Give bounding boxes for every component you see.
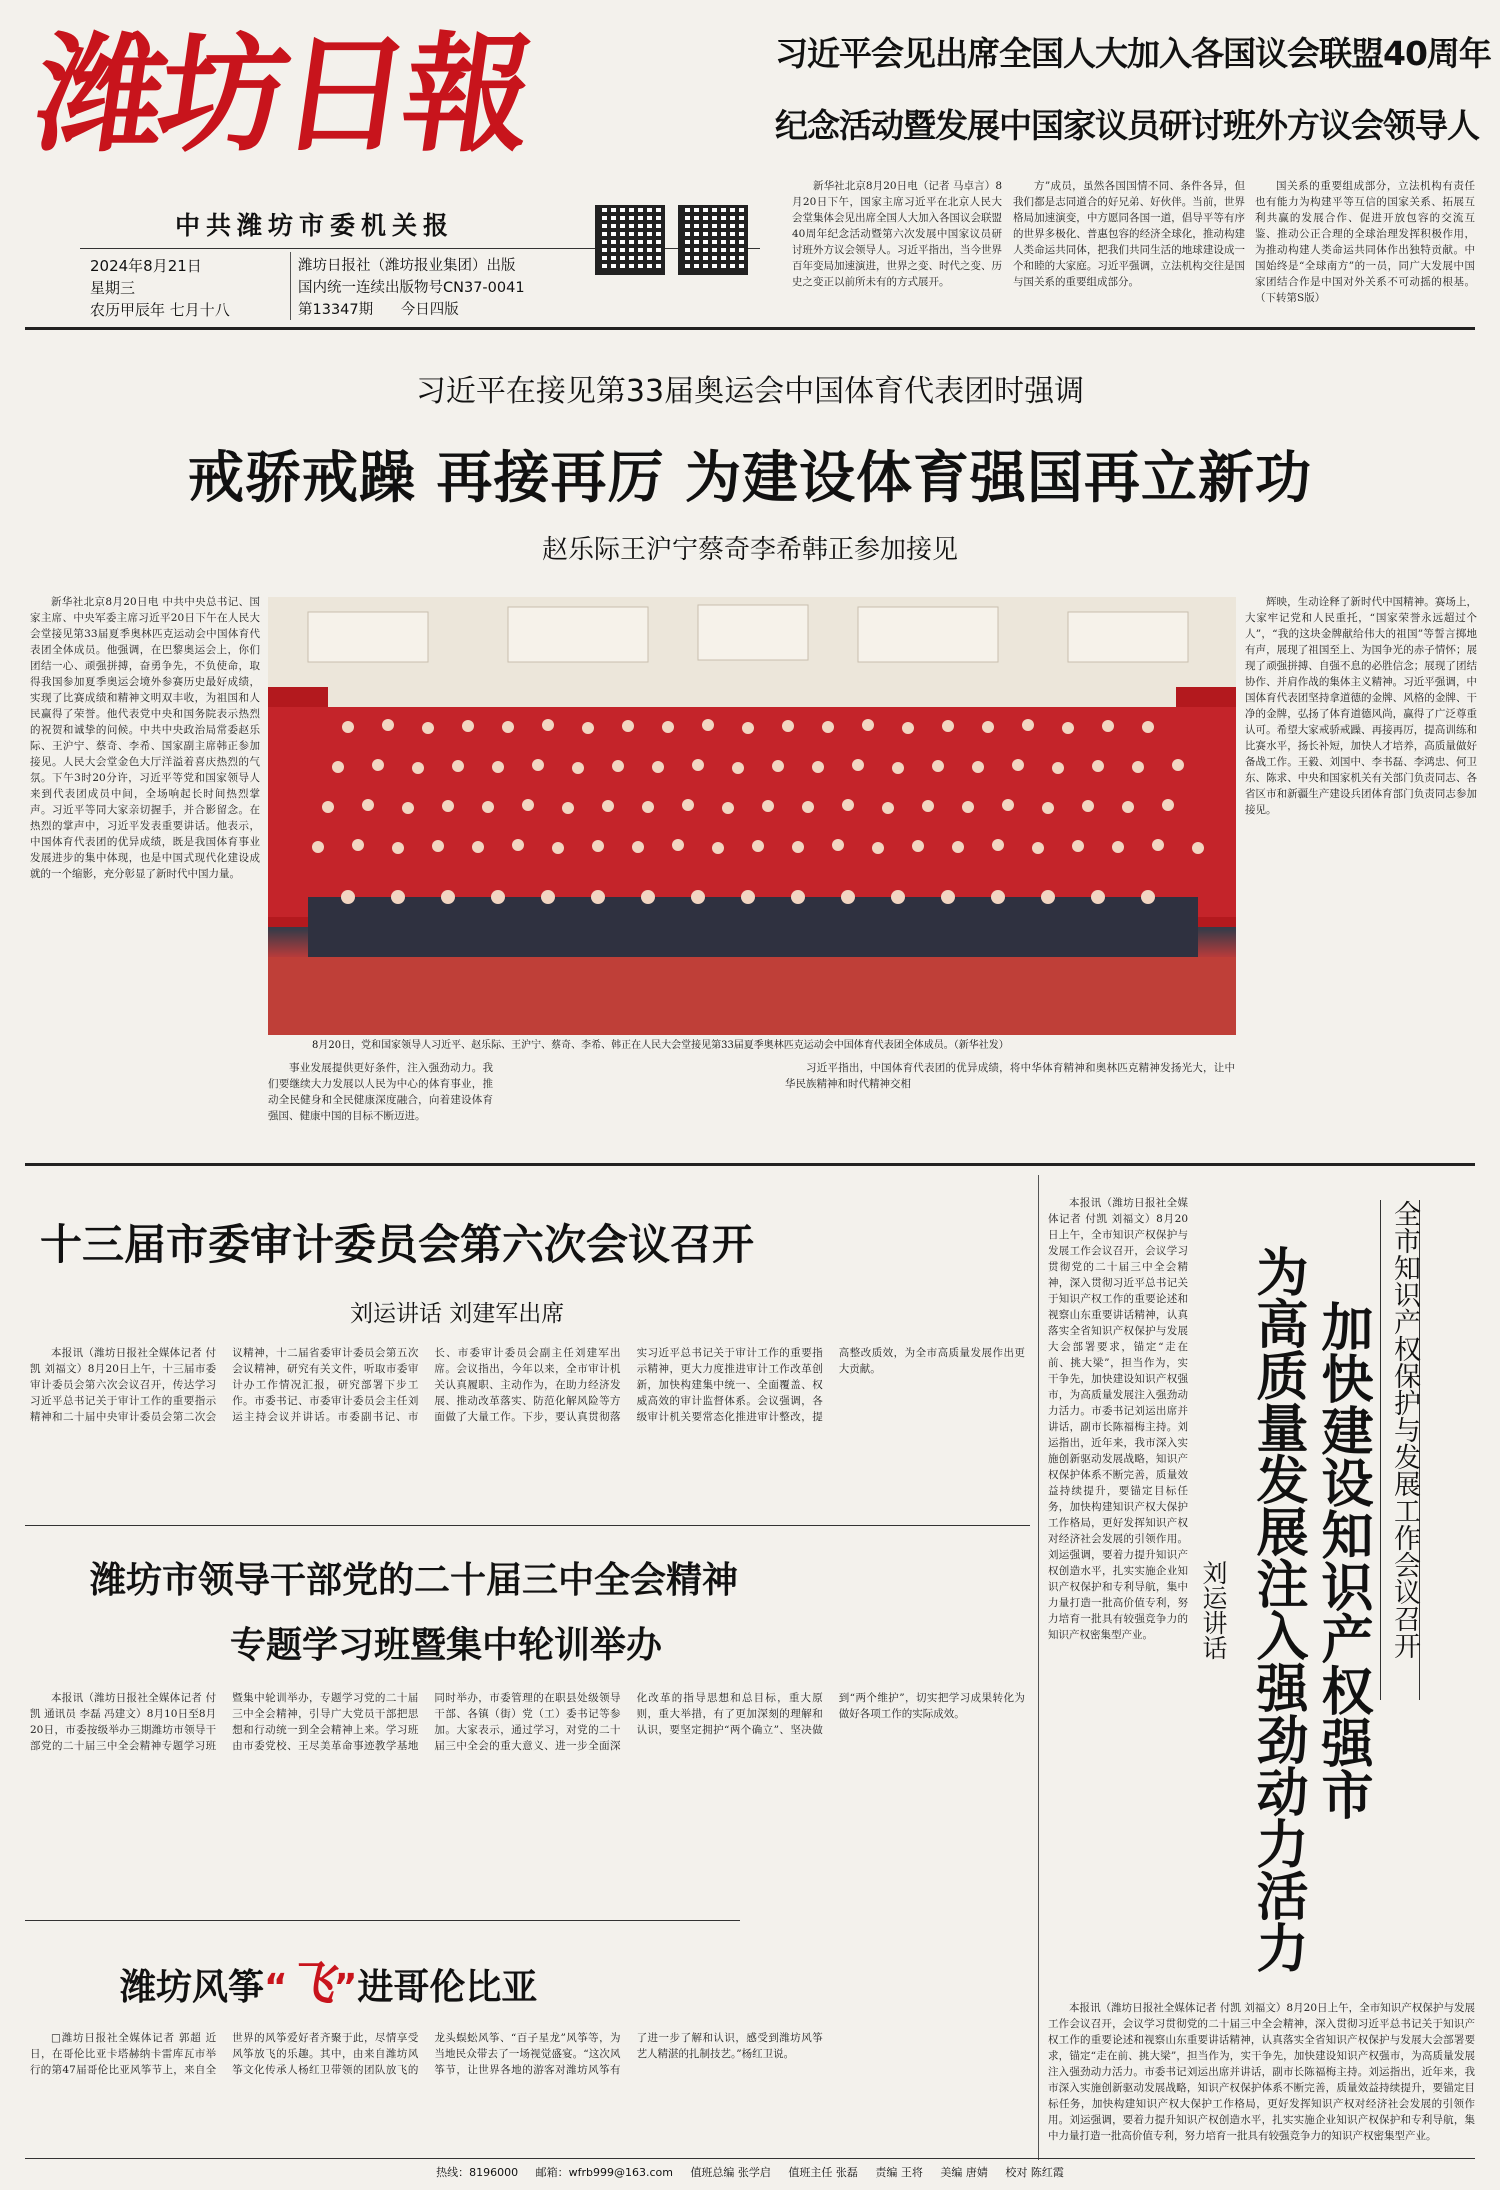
lead-left-column: 新华社北京8月20日电 中共中央总书记、国家主席、中央军委主席习近平20日下午在人民大会堂接见第33届夏季奥林匹克运动会中国体育代表团全体成员。他强调，在巴黎奥运会上，你们团结一心、顽强拼搏，奋勇争先，不负使命，取得我国参加夏季奥运会境外参赛历史最好成绩，实现了比赛成绩和精神文明双丰收，为祖国和人民赢得了荣誉。他代表党中央和国务院表示热烈的祝贺和诚挚的问候。中共中央政治局常委赵乐际、王沪宁、蔡奇、李希、国家副主席韩正参加接见。人民大会堂金色大厅洋溢着喜庆热烈的气氛。下午3时20分许，习近平等党和国家领导人来到代表团成员中间，全场响起长时间热烈掌声。习近平等同大家亲切握手，并合影留念。在热烈的掌声中，习近平发表重要讲话。他表示，中国体育代表团的优异成绩，既是我国体育事业发展进步的集中体现，也是中国式现代化建设成就的一个缩影，充分彰显了新时代中国力量。 — [30, 596, 260, 880]
footer-rule — [25, 2158, 1475, 2159]
footer-chief-editor: 值班总编 张学启 — [690, 2166, 771, 2179]
audit-body: 本报讯（潍坊日报社全媒体记者 付凯 刘福文）8月20日上午，十三届市委审计委员会第六次会议召开，传达学习习近平总书记关于审计工作的重要指示精神和二十届中央审计委员会第二次会议精神，十二届省委审计委员会第五次会议精神，研究有关文件，听取市委审计办工作情况汇报，研究部署下步工作。市委书记、市委审计委员会主任刘运主持会议并讲话。市委副书记、市长、市委审计委员会副主任刘建军出席。会议指出，今年以来，全市审计机关认真履职、主动作为，在助力经济发展、推动改革落实、防范化解风险等方面做了大量工作。下步，要认真贯彻落实习近平总书记关于审计工作的重要指示精神，更大力度推进审计工作改革创新，加快构建集中统一、全面覆盖、权威高效的审计监督体系。会议强调，各级审计机关要常态化推进审计整改，提高整改质效，为全市高质量发展作出更大贡献。 — [30, 1347, 1025, 1423]
footer-director: 值班主任 张磊 — [788, 2166, 858, 2179]
date-divider — [290, 252, 291, 320]
lead-bottom-col1: 事业发展提供更好条件，注入强劲动力。我们要继续大力发展以人民为中心的体育事业，推动全民健身和全民健康深度融合，向着建设体育强国、健康中国的目标不断迈进。 — [268, 1062, 493, 1122]
top-story-col1: 新华社北京8月20日电（记者 马卓言）8月20日下午，国家主席习近平在北京人民大会堂集体会见出席全国人大加入各国议会联盟40周年纪念活动暨第六次发展中国家议员研讨班外方议会领导人。习近平指出，当今世界百年变局加速演进，世界之变、时代之变、历史之变正以前所未有的方式展开。 — [792, 180, 1002, 288]
study-headline-line2[interactable]: 专题学习班暨集中轮训举办 — [230, 1624, 663, 1666]
lead-right-column: 辉映，生动诠释了新时代中国精神。赛场上，大家牢记党和人民重托，“国家荣誉永远超过个人”，“我的这块金牌献给伟大的祖国”等誓言掷地有声，展现了祖国至上、为国争光的赤子情怀；展现了顽强拼搏、自强不息的必胜信念；展现了团结协作、并肩作战的集体主义精神。习近平强调，中国体育代表团坚持拿道德的金牌、风格的金牌、干净的金牌，弘扬了体育道德风尚，赢得了广泛尊重认可。希望大家戒骄戒躁、再接再厉，提高训练和比赛水平，扬长补短，加快人才培养，高质量做好备战工作。王毅、刘国中、李书磊、李鸿忠、何卫东、陈求、中央和国家机关有关部门负责同志、各省区市和新疆生产建设兵团体育部门负责同志参加接见。 — [1245, 596, 1477, 816]
ip-byline: 刘运讲话 — [1199, 1560, 1228, 1660]
team-group-photo[interactable] — [268, 597, 1236, 1035]
kite-headline-quote-close: ” — [333, 1967, 358, 2008]
column-divider-right — [1038, 1175, 1039, 2160]
study-headline-line1[interactable]: 潍坊市领导干部党的二十届三中全会精神 — [90, 1559, 739, 1601]
footer-hotline: 热线：8196000 — [436, 2166, 519, 2179]
date-block — [90, 255, 230, 321]
footer-proofreader: 校对 陈红霞 — [1005, 2166, 1064, 2179]
section-rule-2 — [25, 1163, 1475, 1166]
top-story-col3: 国关系的重要组成部分，立法机构有责任也有能力为构建平等互信的国家关系、拓展互利共赢的发展合作、促进开放包容的交流互鉴、推动公正合理的全球治理发挥积极作用，为推动构建人类命运共同体作出独特贡献。中国始终是“全球南方”的一员，同广大发展中国家团结合作是中国对外关系不可动摇的根基。（下转第S版） — [1255, 180, 1475, 304]
masthead-organ: 中共潍坊市委机关报 — [175, 211, 455, 240]
lead-kicker[interactable]: 习近平在接见第33届奥运会中国体育代表团时强调 — [415, 374, 1085, 409]
audit-headline[interactable]: 十三届市委审计委员会第六次会议召开 — [40, 1220, 755, 1269]
photo-caption: 8月20日，党和国家领导人习近平、赵乐际、王沪宁、蔡奇、李希、韩正在人民大会堂接见第33届夏季奥林匹克运动会中国体育代表团全体成员。（新华社发） — [312, 1040, 1009, 1051]
publisher: 潍坊日报社（潍坊报业集团）出版 — [298, 258, 516, 274]
qr-code-2[interactable] — [678, 205, 748, 275]
audit-deck: 刘运讲话 刘建军出席 — [350, 1301, 565, 1327]
section-rule-3 — [25, 1525, 1030, 1526]
kite-headline-quote-open: “ — [264, 1967, 288, 2008]
kite-headline-prefix: 潍坊风筝 — [120, 1967, 265, 2008]
qr-code-1[interactable] — [595, 205, 665, 275]
issue-number: 第13347期 — [298, 302, 374, 318]
footer-designer: 美编 唐婧 — [940, 2166, 988, 2179]
footer-email[interactable]: 邮箱：wfrb999@163.com — [535, 2166, 673, 2179]
kite-headline[interactable] — [120, 1955, 537, 2016]
ip-headline-line1[interactable]: 加快建设知识产权强市 — [1312, 1300, 1373, 1820]
publication-block — [298, 255, 525, 321]
lead-bottom-col2: 习近平指出，中国体育代表团的优异成绩，将中华体育精神和奥林匹克精神发扬光大，让中华民族精神和时代精神交相 — [785, 1062, 1235, 1090]
ip-body-col1: 本报讯（潍坊日报社全媒体记者 付凯 刘福文）8月20日上午，全市知识产权保护与发展工作会议召开，会议学习贯彻党的二十届三中全会精神，深入贯彻习近平总书记关于知识产权工作的重要论述和视察山东重要讲话精神，认真落实全省知识产权保护与发展大会部署要求，锚定“走在前、挑大梁”，担当作为，实干争先，加快建设知识产权强市，为高质量发展注入强劲动力活力。市委书记刘运出席并讲话，副市长陈福梅主持。刘运指出，近年来，我市深入实施创新驱动发展战略，知识产权保护体系不断完善，质量效益持续提升，要锚定目标任务，加快构建知识产权大保护工作格局，更好发挥知识产权对经济社会发展的引领作用。刘运强调，要着力提升知识产权创造水平，扎实实施企业知识产权保护和专利导航，集中力量打造一批高价值专利，努力培育一批具有较强竞争力的知识产权密集型产业。 — [1048, 1197, 1188, 1641]
masthead-logo: 潍坊日報 — [27, 20, 537, 170]
top-story-headline-line2[interactable]: 纪念活动暨发展中国家议员研讨班外方议会领导人 — [775, 106, 1479, 145]
section-rule-4 — [25, 1920, 740, 1921]
top-story-col2: 方”成员，虽然各国国情不同、条件各异，但我们都是志同道合的好兄弟、好伙伴。当前，世界格局加速演变，中方愿同各国一道，倡导平等有序的世界多极化、普惠包容的经济全球化，推动构建人类命运共同体，把我们共同生活的地球建设成一个和睦的大家庭。习近平强调，立法机构交往是国与国关系的重要组成部分。 — [1013, 180, 1245, 288]
ip-body-continued: 本报讯（潍坊日报社全媒体记者 付凯 刘福文）8月20日上午，全市知识产权保护与发展工作会议召开，会议学习贯彻党的二十届三中全会精神，深入贯彻习近平总书记关于知识产权工作的重要论述和视察山东重要讲话精神，认真落实全省知识产权保护与发展大会部署要求，锚定“走在前、挑大梁”，担当作为，实干争先，加快建设知识产权强市，为高质量发展注入强劲动力活力。市委书记刘运出席并讲话，副市长陈福梅主持。刘运指出，近年来，我市深入实施创新驱动发展战略，知识产权保护体系不断完善，质量效益持续提升，要锚定目标任务，加快构建知识产权大保护工作格局，更好发挥知识产权对经济社会发展的引领作用。刘运强调，要着力提升知识产权创造水平，扎实实施企业知识产权保护和专利导航，集中力量打造一批高价值专利，努力培育一批具有较强竞争力的知识产权密集型产业。 — [1048, 2002, 1475, 2142]
kite-body: □潍坊日报社全媒体记者 郭超 近日，在哥伦比亚卡塔赫纳卡雷库瓦市举行的第47届哥伦比亚风筝节上，来自全世界的风筝爱好者齐聚于此，尽情享受风筝放飞的乐趣。其中，由来自潍坊风筝文化传承人杨红卫带领的团队放飞的龙头蜈蚣风筝、“百子星龙”风筝等，为当地民众带去了一场视觉盛宴。“这次风筝节，让世界各地的游客对潍坊风筝有了进一步了解和认识，感受到潍坊风筝艺人精湛的扎制技艺。”杨红卫说。 — [30, 2032, 823, 2076]
top-story-headline-line1[interactable]: 习近平会见出席全国人大加入各国议会联盟40周年 — [775, 34, 1491, 73]
cn-number: 国内统一连续出版物号CN37-0041 — [298, 280, 525, 296]
lead-deck: 赵乐际王沪宁蔡奇李希韩正参加接见 — [541, 535, 958, 565]
ip-headline-line2[interactable]: 为高质量发展注入强劲动力活力 — [1247, 1245, 1308, 1973]
study-body: 本报讯（潍坊日报社全媒体记者 付凯 通讯员 李磊 冯建文）8月10日至8月20日，市委按级举办三期潍坊市领导干部党的二十届三中全会精神专题学习班暨集中轮训举办，专题学习党的二十届三中全会精神，引导广大党员干部把思想和行动统一到全会精神上来。学习班由市委党校、王尽美革命事迹教学基地同时举办，市委管理的在职县处级领导干部、各镇（街）党（工）委书记等参加。大家表示，通过学习，对党的二十届三中全会的重大意义、进一步全面深化改革的指导思想和总目标，重大原则，重大举措，有了更加深刻的理解和认识，要坚定拥护“两个确立”、坚决做到“两个维护”，切实把学习成果转化为做好各项工作的实际成效。 — [30, 1692, 1025, 1752]
ip-kicker[interactable]: 全市知识产权保护与发展工作会议召开 — [1389, 1200, 1420, 1659]
lead-banner-headline[interactable]: 戒骄戒躁 再接再厉 为建设体育强国再立新功 — [188, 445, 1312, 511]
page-count: 今日四版 — [400, 302, 459, 318]
issue-date: 2024年8月21日 — [90, 257, 202, 275]
footer-editor: 责编 王将 — [875, 2166, 923, 2179]
issue-lunar-date: 农历甲辰年 七月十八 — [90, 301, 230, 319]
footer-bar — [0, 2164, 1500, 2180]
section-rule-1 — [25, 327, 1475, 330]
issue-weekday: 星期三 — [90, 279, 136, 297]
kite-headline-suffix: 进哥伦比亚 — [357, 1967, 538, 2008]
kite-headline-fei: 飞 — [287, 1956, 334, 2010]
issue-info — [298, 299, 525, 321]
team-photo-illustration — [268, 597, 1236, 1035]
